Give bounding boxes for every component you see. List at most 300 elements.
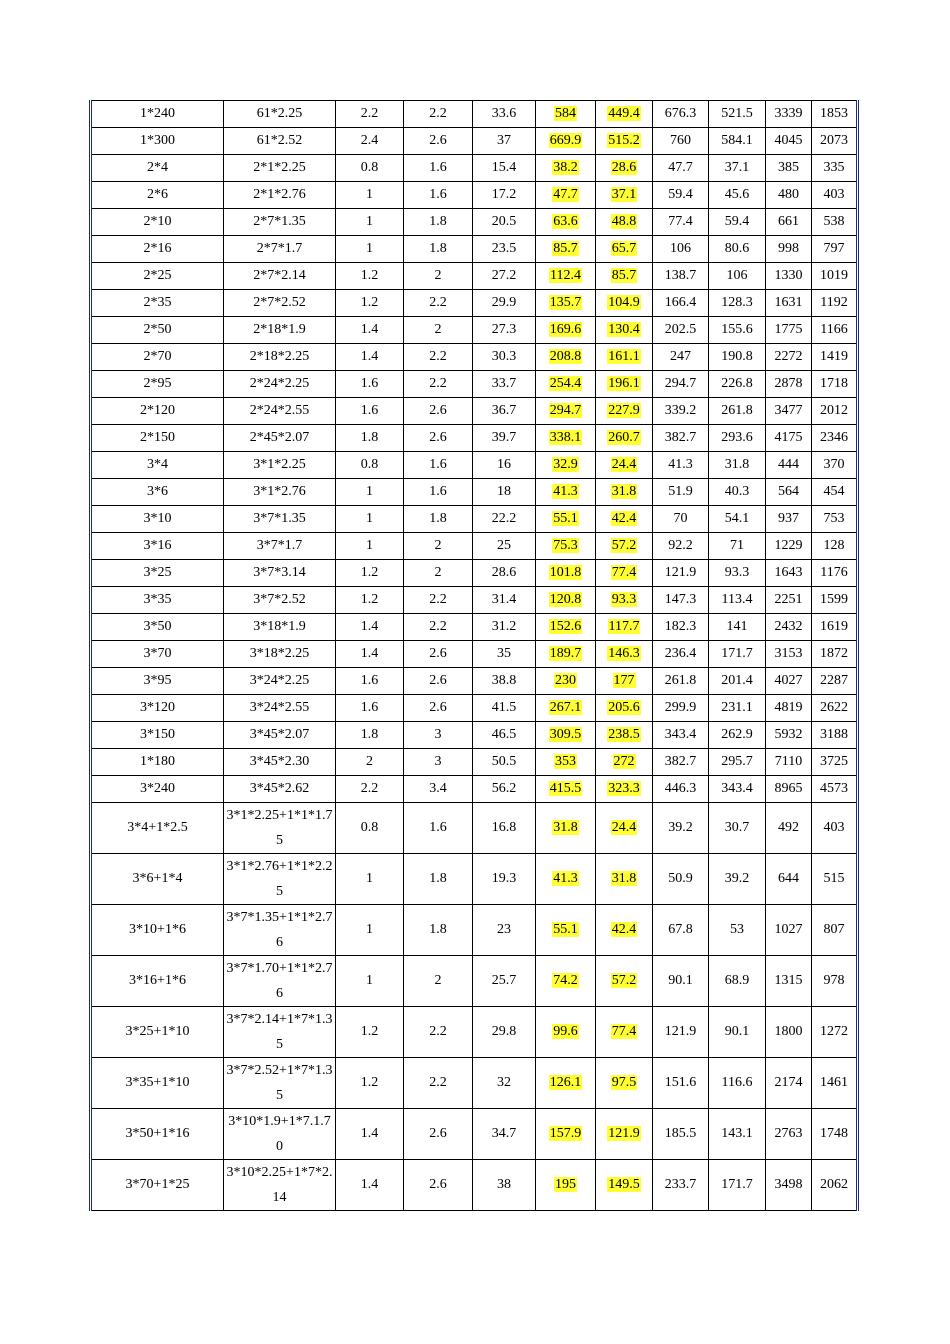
value-d-cell: 231.1 xyxy=(709,695,766,722)
value-e-cell: 444 xyxy=(766,452,812,479)
table-row xyxy=(91,155,858,182)
value-c-cell: 151.6 xyxy=(653,1058,709,1109)
strand-cell: 3*7*2.52 xyxy=(224,587,336,614)
table-row xyxy=(91,263,858,290)
table-row xyxy=(91,506,858,533)
spec-cell: 3*50 xyxy=(91,614,224,641)
value-d-cell: 90.1 xyxy=(709,1007,766,1058)
sheath-cell: 2 xyxy=(404,533,473,560)
value-f-cell: 4573 xyxy=(812,776,858,803)
sheath-cell: 2 xyxy=(404,560,473,587)
weight-a-cell xyxy=(536,533,596,560)
table-row xyxy=(91,1160,858,1211)
weight-b-cell xyxy=(596,668,653,695)
value-f-cell: 1718 xyxy=(812,371,858,398)
weight-a-cell xyxy=(536,506,596,533)
highlighted-value: 205.6 xyxy=(608,700,640,715)
row-group xyxy=(91,452,858,479)
strand-cell: 3*24*2.25 xyxy=(224,668,336,695)
strand-cell: 2*24*2.55 xyxy=(224,398,336,425)
weight-b-cell xyxy=(596,209,653,236)
highlighted-value: 161.1 xyxy=(608,349,640,364)
value-e-cell: 2878 xyxy=(766,371,812,398)
spec-cell: 2*4 xyxy=(91,155,224,182)
spec-cell: 3*6+1*4 xyxy=(91,854,224,905)
weight-a-cell xyxy=(536,155,596,182)
highlighted-value: 584 xyxy=(555,106,576,121)
value-c-cell: 77.4 xyxy=(653,209,709,236)
table-row xyxy=(91,128,858,155)
value-e-cell: 2251 xyxy=(766,587,812,614)
value-f-cell: 128 xyxy=(812,533,858,560)
highlighted-value: 74.2 xyxy=(553,973,578,988)
insulation-cell: 1.4 xyxy=(336,1160,404,1211)
row-group xyxy=(91,1160,858,1211)
cable-spec-sheet xyxy=(89,100,856,1211)
insulation-cell: 1.4 xyxy=(336,344,404,371)
insulation-cell: 1.6 xyxy=(336,371,404,398)
diameter-cell: 15.4 xyxy=(473,155,536,182)
highlighted-value: 669.9 xyxy=(549,133,582,148)
value-d-cell: 71 xyxy=(709,533,766,560)
diameter-cell: 56.2 xyxy=(473,776,536,803)
value-c-cell: 294.7 xyxy=(653,371,709,398)
highlighted-value: 104.9 xyxy=(608,295,640,310)
value-e-cell: 5932 xyxy=(766,722,812,749)
highlighted-value: 208.8 xyxy=(549,349,582,364)
weight-a-cell xyxy=(536,1160,596,1211)
value-c-cell: 185.5 xyxy=(653,1109,709,1160)
value-e-cell: 1631 xyxy=(766,290,812,317)
weight-a-cell xyxy=(536,236,596,263)
table-row xyxy=(91,1109,858,1160)
highlighted-value: 294.7 xyxy=(549,403,582,418)
row-group xyxy=(91,956,858,1007)
strand-cell: 3*1*2.25 xyxy=(224,452,336,479)
insulation-cell: 1 xyxy=(336,956,404,1007)
insulation-cell: 0.8 xyxy=(336,155,404,182)
value-e-cell: 2174 xyxy=(766,1058,812,1109)
value-f-cell: 2346 xyxy=(812,425,858,452)
table-row xyxy=(91,776,858,803)
weight-a-cell xyxy=(536,317,596,344)
sheath-cell: 3.4 xyxy=(404,776,473,803)
spec-cell: 1*180 xyxy=(91,749,224,776)
weight-b-cell xyxy=(596,344,653,371)
strand-cell: 3*24*2.55 xyxy=(224,695,336,722)
weight-a-cell xyxy=(536,101,596,128)
value-e-cell: 564 xyxy=(766,479,812,506)
table-row xyxy=(91,614,858,641)
weight-a-cell xyxy=(536,695,596,722)
table-row xyxy=(91,533,858,560)
spec-cell: 3*10 xyxy=(91,506,224,533)
highlighted-value: 121.9 xyxy=(608,1126,640,1141)
highlighted-value: 28.6 xyxy=(611,160,637,175)
diameter-cell: 38.8 xyxy=(473,668,536,695)
sheath-cell: 2.2 xyxy=(404,587,473,614)
strand-cell: 3*7*1.35+1*1*2.76 xyxy=(224,905,336,956)
value-c-cell: 39.2 xyxy=(653,803,709,854)
value-d-cell: 128.3 xyxy=(709,290,766,317)
weight-b-cell xyxy=(596,1160,653,1211)
diameter-cell: 46.5 xyxy=(473,722,536,749)
value-f-cell: 515 xyxy=(812,854,858,905)
value-e-cell: 2763 xyxy=(766,1109,812,1160)
value-e-cell: 4045 xyxy=(766,128,812,155)
weight-b-cell xyxy=(596,1007,653,1058)
value-f-cell: 454 xyxy=(812,479,858,506)
insulation-cell: 1.2 xyxy=(336,1058,404,1109)
row-group xyxy=(91,776,858,803)
value-f-cell: 370 xyxy=(812,452,858,479)
value-d-cell: 141 xyxy=(709,614,766,641)
value-c-cell: 90.1 xyxy=(653,956,709,1007)
value-d-cell: 54.1 xyxy=(709,506,766,533)
strand-cell: 3*10*1.9+1*7.1.70 xyxy=(224,1109,336,1160)
value-e-cell: 3153 xyxy=(766,641,812,668)
row-group xyxy=(91,506,858,533)
spec-cell: 1*300 xyxy=(91,128,224,155)
weight-b-cell xyxy=(596,614,653,641)
sheath-cell: 2.2 xyxy=(404,344,473,371)
value-d-cell: 171.7 xyxy=(709,1160,766,1211)
weight-b-cell xyxy=(596,317,653,344)
highlighted-value: 38.2 xyxy=(553,160,578,175)
insulation-cell: 2.4 xyxy=(336,128,404,155)
insulation-cell: 2.2 xyxy=(336,776,404,803)
weight-a-cell xyxy=(536,956,596,1007)
value-f-cell: 403 xyxy=(812,182,858,209)
highlighted-value: 93.3 xyxy=(611,592,637,607)
highlighted-value: 75.3 xyxy=(553,538,578,553)
sheath-cell: 1.6 xyxy=(404,182,473,209)
highlighted-value: 47.7 xyxy=(553,187,578,202)
strand-cell: 2*7*2.14 xyxy=(224,263,336,290)
highlighted-value: 157.9 xyxy=(549,1126,582,1141)
insulation-cell: 1.4 xyxy=(336,317,404,344)
weight-a-cell xyxy=(536,1058,596,1109)
value-e-cell: 2432 xyxy=(766,614,812,641)
row-group xyxy=(91,533,858,560)
sheath-cell: 2.6 xyxy=(404,668,473,695)
strand-cell: 3*45*2.30 xyxy=(224,749,336,776)
highlighted-value: 99.6 xyxy=(553,1024,578,1039)
highlighted-value: 65.7 xyxy=(611,241,637,256)
insulation-cell: 1.6 xyxy=(336,668,404,695)
highlighted-value: 135.7 xyxy=(549,295,582,310)
row-group xyxy=(91,317,858,371)
value-c-cell: 182.3 xyxy=(653,614,709,641)
strand-cell: 2*7*1.7 xyxy=(224,236,336,263)
weight-b-cell xyxy=(596,587,653,614)
spec-cell: 2*50 xyxy=(91,317,224,344)
highlighted-value: 55.1 xyxy=(553,922,578,937)
weight-a-cell xyxy=(536,479,596,506)
table-row xyxy=(91,560,858,587)
value-d-cell: 261.8 xyxy=(709,398,766,425)
sheath-cell: 1.8 xyxy=(404,209,473,236)
diameter-cell: 29.8 xyxy=(473,1007,536,1058)
weight-a-cell xyxy=(536,290,596,317)
value-c-cell: 299.9 xyxy=(653,695,709,722)
weight-a-cell xyxy=(536,1109,596,1160)
spec-cell: 2*150 xyxy=(91,425,224,452)
weight-b-cell xyxy=(596,425,653,452)
insulation-cell: 1.8 xyxy=(336,722,404,749)
value-e-cell: 2272 xyxy=(766,344,812,371)
table-row xyxy=(91,668,858,695)
value-e-cell: 7110 xyxy=(766,749,812,776)
spec-cell: 3*50+1*16 xyxy=(91,1109,224,1160)
spec-cell: 1*240 xyxy=(91,101,224,128)
row-group xyxy=(91,587,858,614)
insulation-cell: 1 xyxy=(336,533,404,560)
insulation-cell: 1 xyxy=(336,209,404,236)
highlighted-value: 323.3 xyxy=(608,781,640,796)
value-e-cell: 385 xyxy=(766,155,812,182)
strand-cell: 3*45*2.62 xyxy=(224,776,336,803)
diameter-cell: 50.5 xyxy=(473,749,536,776)
weight-b-cell xyxy=(596,452,653,479)
table-row xyxy=(91,452,858,479)
weight-b-cell xyxy=(596,695,653,722)
weight-a-cell xyxy=(536,641,596,668)
weight-b-cell xyxy=(596,236,653,263)
value-d-cell: 59.4 xyxy=(709,209,766,236)
row-group xyxy=(91,668,858,722)
value-d-cell: 113.4 xyxy=(709,587,766,614)
weight-b-cell xyxy=(596,101,653,128)
value-f-cell: 538 xyxy=(812,209,858,236)
strand-cell: 3*7*2.52+1*7*1.35 xyxy=(224,1058,336,1109)
diameter-cell: 25 xyxy=(473,533,536,560)
value-d-cell: 343.4 xyxy=(709,776,766,803)
value-e-cell: 1229 xyxy=(766,533,812,560)
table-row xyxy=(91,722,858,749)
diameter-cell: 23.5 xyxy=(473,236,536,263)
value-d-cell: 521.5 xyxy=(709,101,766,128)
row-group xyxy=(91,722,858,776)
strand-cell: 2*45*2.07 xyxy=(224,425,336,452)
row-group xyxy=(91,263,858,317)
insulation-cell: 1 xyxy=(336,236,404,263)
weight-a-cell xyxy=(536,209,596,236)
value-c-cell: 236.4 xyxy=(653,641,709,668)
value-d-cell: 37.1 xyxy=(709,155,766,182)
row-group xyxy=(91,560,858,587)
value-c-cell: 92.2 xyxy=(653,533,709,560)
strand-cell: 2*7*2.52 xyxy=(224,290,336,317)
spec-cell: 2*120 xyxy=(91,398,224,425)
value-d-cell: 93.3 xyxy=(709,560,766,587)
sheath-cell: 2.2 xyxy=(404,371,473,398)
value-d-cell: 295.7 xyxy=(709,749,766,776)
value-d-cell: 40.3 xyxy=(709,479,766,506)
highlighted-value: 24.4 xyxy=(611,820,637,835)
sheath-cell: 1.6 xyxy=(404,155,473,182)
highlighted-value: 77.4 xyxy=(611,565,637,580)
weight-a-cell xyxy=(536,614,596,641)
diameter-cell: 20.5 xyxy=(473,209,536,236)
value-f-cell: 403 xyxy=(812,803,858,854)
value-e-cell: 1027 xyxy=(766,905,812,956)
insulation-cell: 0.8 xyxy=(336,452,404,479)
highlighted-value: 146.3 xyxy=(608,646,640,661)
sheath-cell: 2.2 xyxy=(404,290,473,317)
value-f-cell: 2622 xyxy=(812,695,858,722)
highlighted-value: 195 xyxy=(555,1177,576,1192)
weight-b-cell xyxy=(596,290,653,317)
value-d-cell: 262.9 xyxy=(709,722,766,749)
strand-cell: 3*45*2.07 xyxy=(224,722,336,749)
table-row xyxy=(91,905,858,956)
value-d-cell: 45.6 xyxy=(709,182,766,209)
value-e-cell: 661 xyxy=(766,209,812,236)
value-f-cell: 1619 xyxy=(812,614,858,641)
insulation-cell: 2.2 xyxy=(336,101,404,128)
weight-a-cell xyxy=(536,776,596,803)
value-f-cell: 1176 xyxy=(812,560,858,587)
sheath-cell: 2 xyxy=(404,317,473,344)
highlighted-value: 77.4 xyxy=(611,1024,637,1039)
sheath-cell: 1.8 xyxy=(404,905,473,956)
table-row xyxy=(91,209,858,236)
highlighted-value: 31.8 xyxy=(611,484,637,499)
weight-a-cell xyxy=(536,803,596,854)
highlighted-value: 97.5 xyxy=(611,1075,637,1090)
sheath-cell: 2 xyxy=(404,956,473,1007)
spec-cell: 3*240 xyxy=(91,776,224,803)
sheath-cell: 2.6 xyxy=(404,1109,473,1160)
highlighted-value: 126.1 xyxy=(549,1075,582,1090)
strand-cell: 3*18*1.9 xyxy=(224,614,336,641)
value-f-cell: 1461 xyxy=(812,1058,858,1109)
diameter-cell: 31.2 xyxy=(473,614,536,641)
diameter-cell: 32 xyxy=(473,1058,536,1109)
spec-cell: 3*4 xyxy=(91,452,224,479)
diameter-cell: 25.7 xyxy=(473,956,536,1007)
sheath-cell: 2.6 xyxy=(404,398,473,425)
value-d-cell: 190.8 xyxy=(709,344,766,371)
value-d-cell: 584.1 xyxy=(709,128,766,155)
row-group xyxy=(91,479,858,506)
table-row xyxy=(91,317,858,344)
highlighted-value: 338.1 xyxy=(549,430,582,445)
table-row xyxy=(91,101,858,128)
highlighted-value: 169.6 xyxy=(549,322,582,337)
spec-cell: 3*6 xyxy=(91,479,224,506)
weight-b-cell xyxy=(596,182,653,209)
highlighted-value: 32.9 xyxy=(553,457,578,472)
diameter-cell: 28.6 xyxy=(473,560,536,587)
value-f-cell: 1019 xyxy=(812,263,858,290)
diameter-cell: 17.2 xyxy=(473,182,536,209)
value-c-cell: 70 xyxy=(653,506,709,533)
row-group xyxy=(91,371,858,398)
value-d-cell: 31.8 xyxy=(709,452,766,479)
strand-cell: 3*7*1.35 xyxy=(224,506,336,533)
value-d-cell: 293.6 xyxy=(709,425,766,452)
value-c-cell: 106 xyxy=(653,236,709,263)
diameter-cell: 27.2 xyxy=(473,263,536,290)
spec-cell: 3*35 xyxy=(91,587,224,614)
value-d-cell: 80.6 xyxy=(709,236,766,263)
value-c-cell: 67.8 xyxy=(653,905,709,956)
value-e-cell: 937 xyxy=(766,506,812,533)
diameter-cell: 22.2 xyxy=(473,506,536,533)
strand-cell: 61*2.25 xyxy=(224,101,336,128)
spec-cell: 3*95 xyxy=(91,668,224,695)
highlighted-value: 42.4 xyxy=(611,511,637,526)
value-c-cell: 382.7 xyxy=(653,749,709,776)
value-c-cell: 676.3 xyxy=(653,101,709,128)
table-row xyxy=(91,956,858,1007)
weight-b-cell xyxy=(596,749,653,776)
value-c-cell: 147.3 xyxy=(653,587,709,614)
sheath-cell: 2.2 xyxy=(404,1058,473,1109)
insulation-cell: 2 xyxy=(336,749,404,776)
value-d-cell: 201.4 xyxy=(709,668,766,695)
value-f-cell: 1872 xyxy=(812,641,858,668)
sheath-cell: 3 xyxy=(404,722,473,749)
highlighted-value: 31.8 xyxy=(553,820,578,835)
weight-b-cell xyxy=(596,371,653,398)
highlighted-value: 227.9 xyxy=(608,403,640,418)
spec-cell: 3*25 xyxy=(91,560,224,587)
weight-a-cell xyxy=(536,668,596,695)
value-c-cell: 343.4 xyxy=(653,722,709,749)
value-e-cell: 8965 xyxy=(766,776,812,803)
value-c-cell: 446.3 xyxy=(653,776,709,803)
highlighted-value: 120.8 xyxy=(549,592,582,607)
value-f-cell: 1192 xyxy=(812,290,858,317)
diameter-cell: 41.5 xyxy=(473,695,536,722)
highlighted-value: 48.8 xyxy=(611,214,637,229)
spec-cell: 2*25 xyxy=(91,263,224,290)
insulation-cell: 1.8 xyxy=(336,425,404,452)
table-row xyxy=(91,479,858,506)
row-group xyxy=(91,398,858,425)
sheath-cell: 1.8 xyxy=(404,236,473,263)
row-group xyxy=(91,803,858,956)
row-group xyxy=(91,155,858,209)
highlighted-value: 41.3 xyxy=(553,484,578,499)
highlighted-value: 449.4 xyxy=(608,106,640,121)
diameter-cell: 18 xyxy=(473,479,536,506)
sheath-cell: 2.6 xyxy=(404,695,473,722)
row-group xyxy=(91,1109,858,1160)
strand-cell: 3*7*1.70+1*1*2.76 xyxy=(224,956,336,1007)
strand-cell: 3*7*1.7 xyxy=(224,533,336,560)
value-e-cell: 492 xyxy=(766,803,812,854)
spec-cell: 3*16+1*6 xyxy=(91,956,224,1007)
strand-cell: 3*1*2.25+1*1*1.75 xyxy=(224,803,336,854)
insulation-cell: 0.8 xyxy=(336,803,404,854)
weight-a-cell xyxy=(536,425,596,452)
value-e-cell: 4175 xyxy=(766,425,812,452)
weight-a-cell xyxy=(536,128,596,155)
weight-b-cell xyxy=(596,641,653,668)
weight-a-cell xyxy=(536,905,596,956)
value-c-cell: 261.8 xyxy=(653,668,709,695)
highlighted-value: 101.8 xyxy=(549,565,582,580)
insulation-cell: 1.2 xyxy=(336,263,404,290)
table-row xyxy=(91,1058,858,1109)
value-e-cell: 1643 xyxy=(766,560,812,587)
value-e-cell: 1800 xyxy=(766,1007,812,1058)
value-e-cell: 4027 xyxy=(766,668,812,695)
